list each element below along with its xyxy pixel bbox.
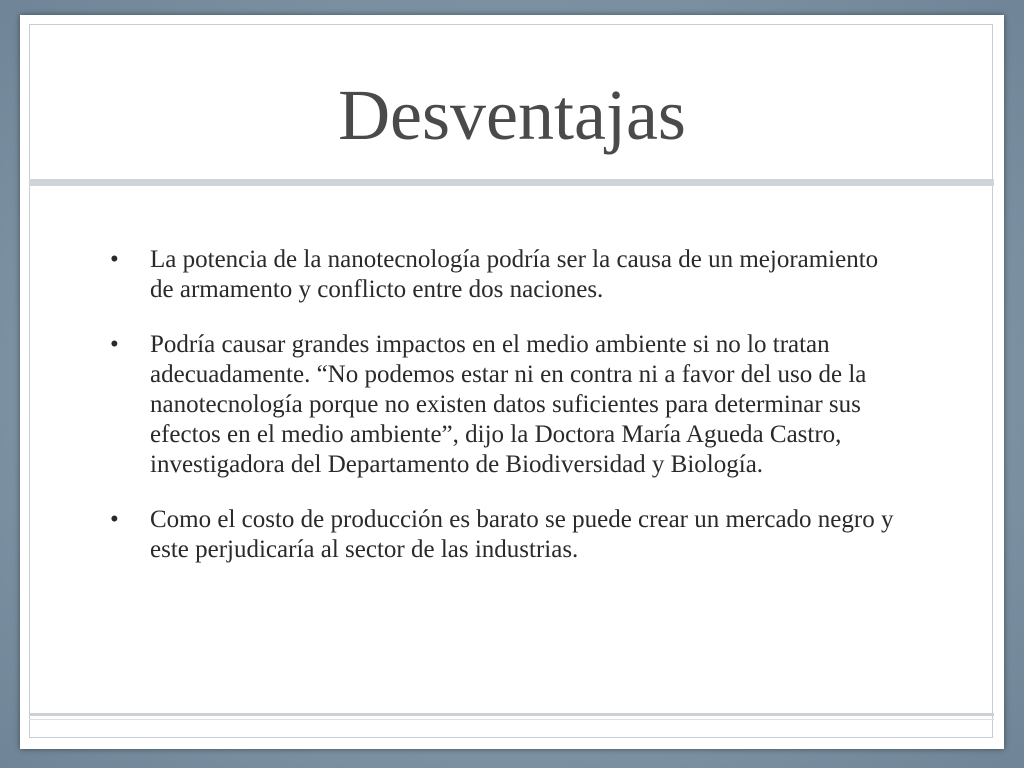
- bullet-item: [108, 245, 908, 305]
- footer-divider-thin: [29, 719, 994, 720]
- slide: [20, 15, 1004, 749]
- slide-title: Desventajas: [338, 75, 686, 155]
- bullet-icon: •: [110, 246, 119, 273]
- bullet-text: La potencia de la nanotecnología podría ser la causa de un mejoramiento de armamento y conflicto entre dos naciones.: [150, 246, 879, 303]
- bullet-item: [108, 330, 908, 480]
- bullet-text: Como el costo de producción es barato se puede crear un mercado negro y este perjudicaría al sector de las industrias.: [150, 506, 894, 563]
- bullet-text: Podría causar grandes impactos en el medio ambiente si no lo tratan adecuadamente. “No podemos estar ni en contra ni a favor del uso de la nanotecnología porque no existen datos suficientes para determinar sus efectos en el medio ambiente”, dijo la Doctora María Agueda Castro, investigadora del Departamento de Biodiversidad y Biología.: [150, 331, 867, 478]
- bullet-icon: •: [110, 506, 119, 533]
- footer-divider: [29, 713, 994, 716]
- bullet-icon: •: [110, 331, 119, 358]
- bullet-list: [108, 245, 908, 590]
- bullet-item: [108, 505, 908, 565]
- title-divider: [29, 179, 994, 186]
